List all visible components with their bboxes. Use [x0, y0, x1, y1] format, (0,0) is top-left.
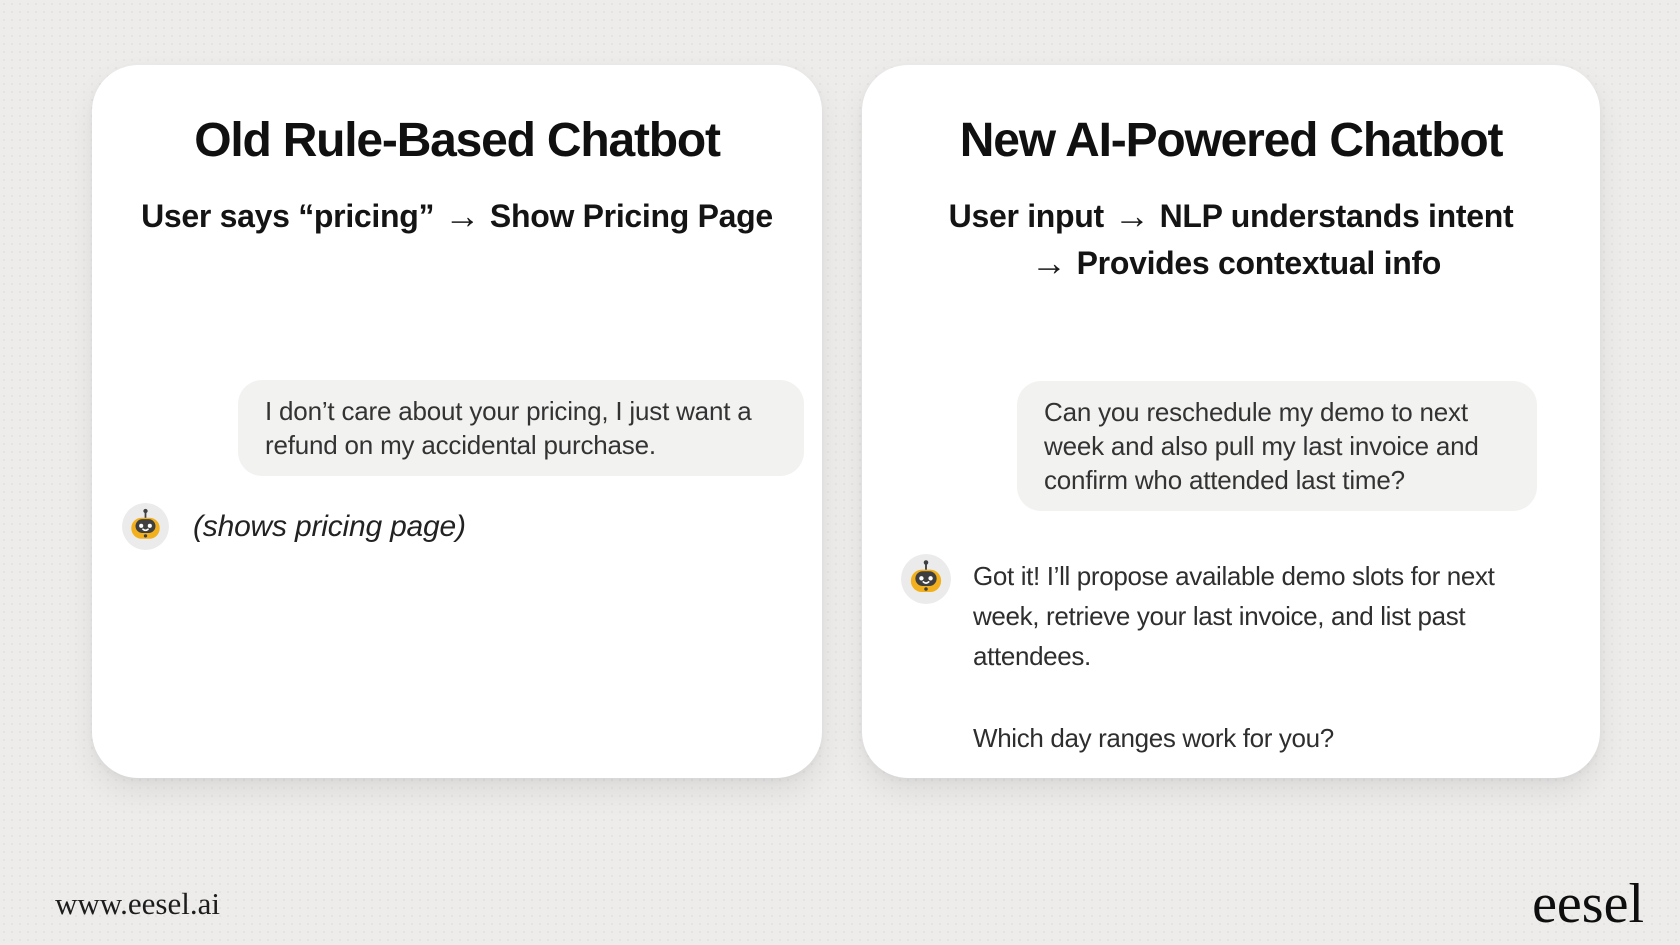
bot-reply-paragraph-2: Which day ranges work for you?	[973, 723, 1334, 753]
flow-line-2	[882, 239, 1580, 286]
ai-chatbot-flow	[862, 192, 1600, 286]
robot-head-icon	[901, 554, 951, 604]
bot-reply-paragraph-1: Got it! I’ll propose available demo slots for next week, retrieve your last invoice, and list past attendees.	[973, 561, 1495, 671]
eesel-logo: eesel	[1532, 873, 1644, 935]
flow-step-nlp: NLP understands intent	[1159, 198, 1514, 234]
flow-step-user-input: User input	[948, 198, 1104, 234]
arrow-right-icon: →	[1113, 195, 1150, 236]
bot-action-text: (shows pricing page)	[193, 509, 466, 543]
arrow-right-icon: →	[444, 195, 480, 236]
bot-reply-text	[973, 556, 1558, 758]
old-chatbot-card	[92, 65, 822, 778]
flow-step-context: Provides contextual info	[1076, 245, 1442, 281]
old-chatbot-title: Old Rule-Based Chatbot	[194, 114, 720, 167]
arrow-right-icon: →	[1030, 242, 1067, 283]
bot-response-row	[122, 503, 466, 550]
ai-chatbot-title: New AI-Powered Chatbot	[959, 114, 1503, 167]
bot-response-row	[901, 554, 1558, 758]
old-chatbot-rule	[92, 192, 822, 239]
rule-condition: User says “pricing”	[141, 198, 435, 234]
user-message-bubble: Can you reschedule my demo to next week and also pull my last invoice and confirm who attended last time?	[1017, 381, 1537, 511]
website-url: www.eesel.ai	[55, 886, 220, 921]
flow-line-1	[882, 192, 1580, 239]
robot-head-icon	[122, 503, 169, 550]
ai-chatbot-card	[862, 65, 1600, 778]
user-message-bubble: I don’t care about your pricing, I just want a refund on my accidental purchase.	[238, 380, 804, 476]
rule-action: Show Pricing Page	[489, 198, 773, 234]
